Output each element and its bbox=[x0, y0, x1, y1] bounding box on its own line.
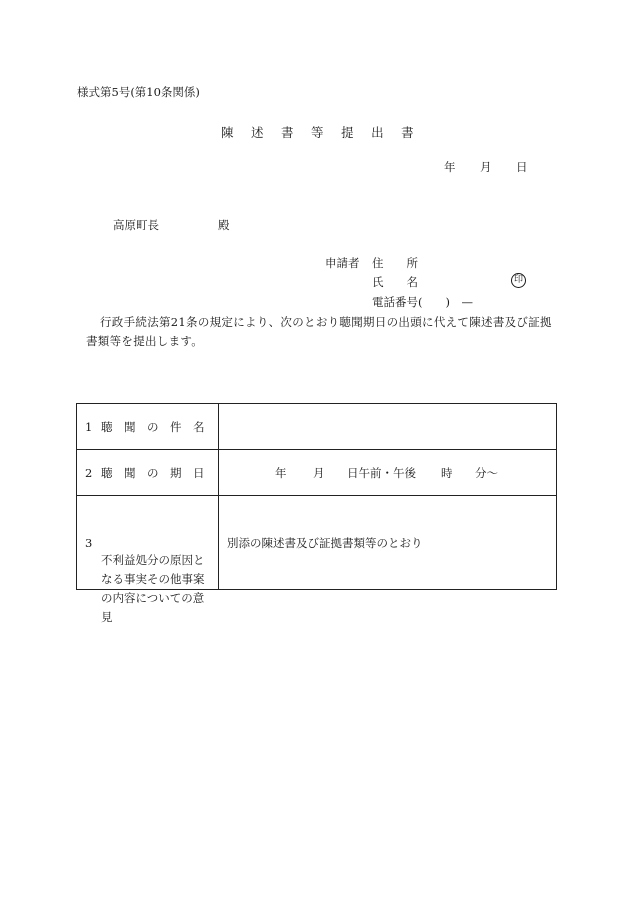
applicant-label: 申請者 bbox=[325, 256, 360, 270]
row-label-cell bbox=[77, 404, 219, 450]
row-label-cell bbox=[77, 496, 219, 624]
honorific: 殿 bbox=[218, 218, 230, 232]
dt-month: 月 bbox=[313, 465, 325, 480]
seal-mark: 印 bbox=[511, 273, 526, 288]
row-label: 聴 聞 の 期 日 bbox=[101, 465, 205, 480]
submission-table bbox=[76, 403, 557, 624]
title-char: 書 bbox=[401, 125, 414, 140]
body-text: 行政手続法第21条の規定により、次のとおり聴聞期日の出頭に代えて陳述書及び証拠書類等を提出します。 bbox=[86, 315, 552, 348]
table-row bbox=[77, 450, 557, 496]
document-title bbox=[221, 123, 431, 141]
dt-year: 年 bbox=[275, 465, 287, 480]
opinion-field[interactable]: 別添の陳述書及び証拠書類等のとおり bbox=[219, 496, 557, 590]
title-char: 出 bbox=[371, 125, 384, 140]
submission-date bbox=[444, 159, 528, 175]
date-day: 日 bbox=[516, 160, 528, 174]
table-row bbox=[77, 404, 557, 450]
date-year: 年 bbox=[444, 160, 456, 174]
date-month: 月 bbox=[480, 160, 492, 174]
title-char: 提 bbox=[341, 125, 354, 140]
table-row bbox=[77, 496, 557, 590]
addressee: 高原町長 bbox=[113, 218, 159, 232]
title-char: 述 bbox=[251, 125, 264, 140]
hearing-subject-field[interactable] bbox=[219, 404, 557, 450]
hearing-date-field[interactable] bbox=[219, 450, 557, 496]
dt-day-ampm: 日午前・午後 bbox=[347, 465, 416, 480]
row-label-cell bbox=[77, 450, 219, 496]
phone-label: 電話番号( ) — bbox=[372, 295, 473, 309]
form-number: 様式第5号(第10条関係) bbox=[77, 85, 200, 99]
address-label: 住 所 bbox=[372, 256, 418, 270]
row-number: 3 bbox=[85, 535, 93, 550]
title-char: 陳 bbox=[221, 125, 234, 140]
name-label: 氏 名 bbox=[372, 275, 418, 289]
row-label: 不利益処分の原因と なる事実その他事案 の内容についての意 見 bbox=[101, 552, 205, 624]
title-char: 書 bbox=[281, 125, 294, 140]
dt-minute: 分〜 bbox=[475, 465, 498, 480]
dt-hour: 時 bbox=[441, 465, 453, 480]
row-number: 1 bbox=[85, 419, 93, 434]
row-label: 聴 聞 の 件 名 bbox=[101, 419, 205, 434]
title-char: 等 bbox=[311, 125, 324, 140]
row-number: 2 bbox=[85, 465, 93, 480]
